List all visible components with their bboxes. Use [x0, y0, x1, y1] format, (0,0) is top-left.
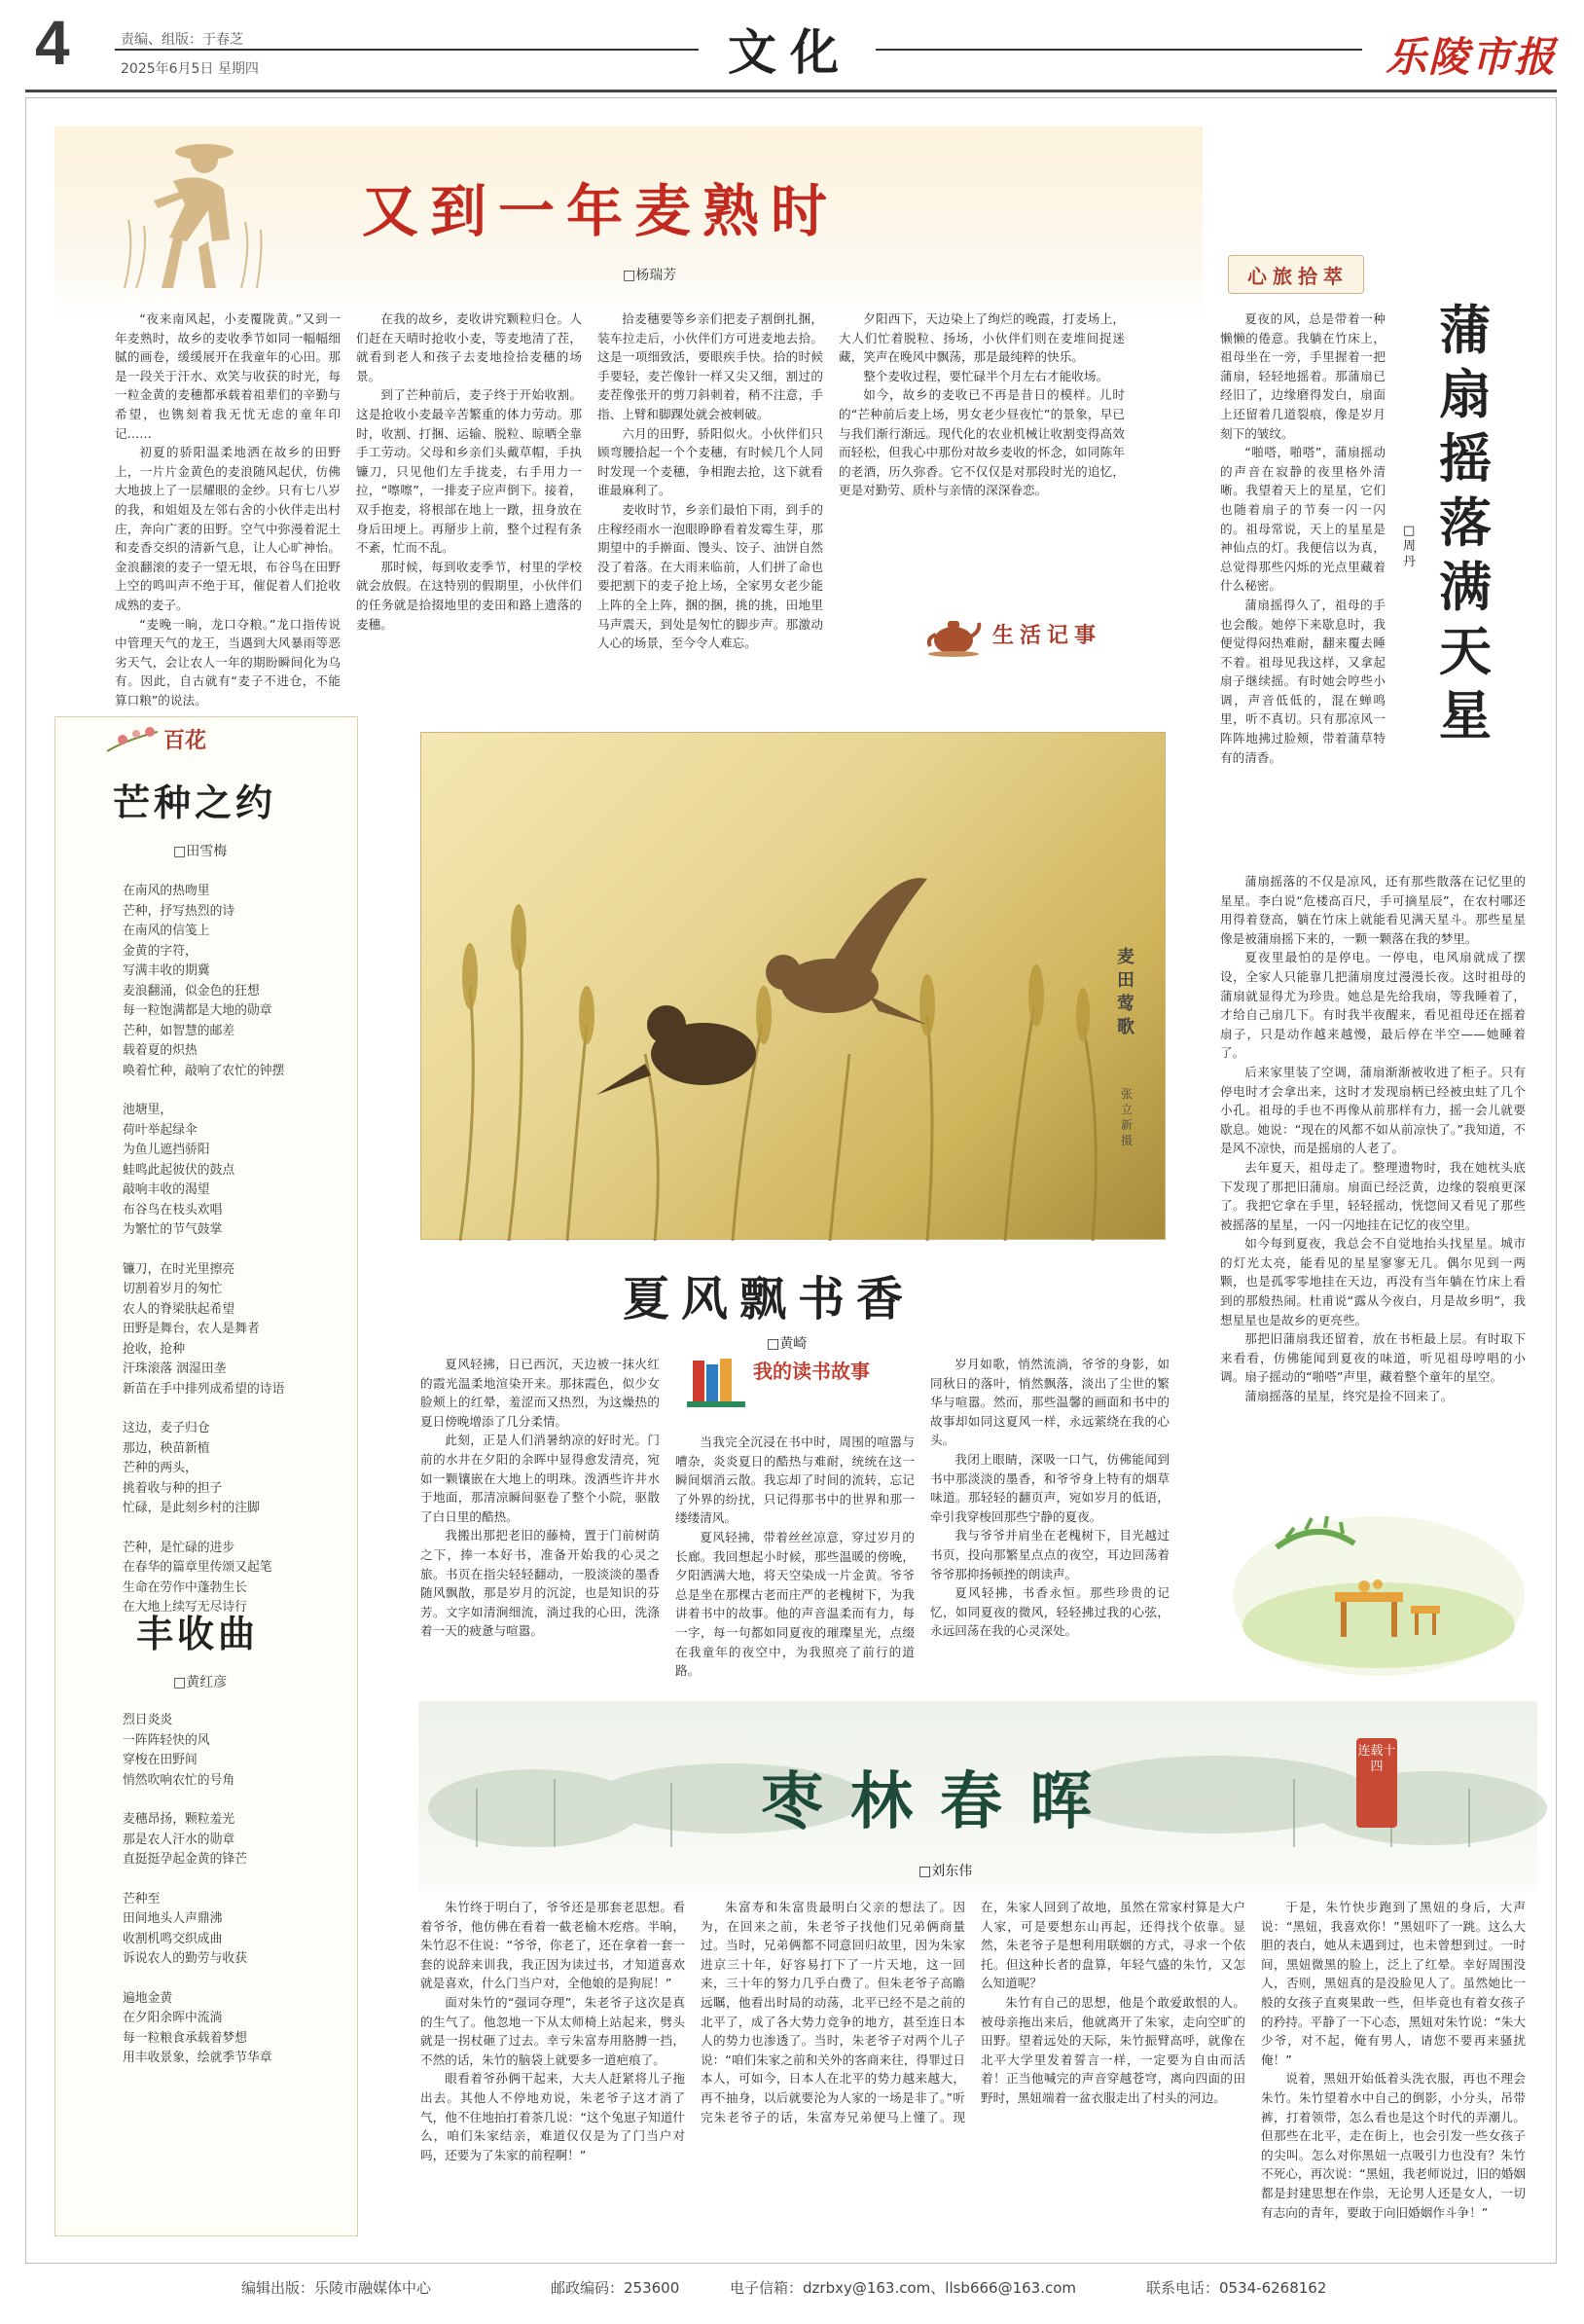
poem-line: 直挺挺孕起金黄的锋芒	[123, 1852, 247, 1867]
reading-column-label: 我的读书故事	[753, 1360, 870, 1383]
article4-column-narrow	[1220, 309, 1386, 868]
article1-author: □杨瑞芳	[623, 268, 677, 283]
article3-title: 夏风飘书香	[623, 1272, 916, 1326]
footer-phone: 联系电话：0534-6268162	[1146, 2279, 1327, 2297]
poem-line: 蛙鸣此起彼伏的鼓点	[123, 1162, 235, 1178]
poem-line: 新苗在手中排列成希望的诗语	[123, 1381, 285, 1397]
poem-line: 在南风的热吻里	[123, 884, 210, 898]
poem1-author: □田雪梅	[173, 844, 228, 859]
poem-line: 敲响丰收的渴望	[123, 1182, 210, 1197]
poem-line: 在春华的篇章里传颂又起笔	[123, 1560, 272, 1575]
article1-paragraph: 如今，故乡的麦收已不再是昔日的模样。儿时的“芒种前后麦上场，男女老少昼夜忙”的景象，早已与我们渐行渐远。现代化的农业机械让收割变得高效而轻松，但我心中那份对故乡麦收的怀念，如同陈年的老酒，历久弥香。它不仅仅是对那段时光的追忆，更是对勤劳、质朴与亲情的深深眷恋。	[839, 387, 1125, 498]
section-title: 文化	[728, 23, 852, 81]
books-icon	[687, 1355, 745, 1407]
issue-date: 2025年6月5日 星期四	[121, 61, 259, 77]
poem-stanza	[123, 1101, 346, 1241]
article1-column-1	[115, 309, 341, 708]
poem-stanza	[123, 1419, 346, 1519]
article5-paragraph: 说着，黑妞开始低着头洗衣服，再也不理会朱竹。朱竹望着水中自己的倒影，小分头，吊带裤，打着领带，怎么看也是这个时代的弄潮儿。但那些在北平，走在街上，也会引发一些女孩子的尖叫。怎么对你黑妞一点吸引力也没有？朱竹不死心，再次说：“黑妞，我老师说过，旧的婚姻都是封建思想在作祟，无论男人还是女人，一切有志向的青年，要敢于向旧婚姻作斗争！”	[1261, 2071, 1526, 2220]
article4-paragraph: 夏夜里最怕的是停电。一停电，电风扇就成了摆设，全家人只能靠几把蒲扇度过漫漫长夜。这时祖母的蒲扇就显得尤为珍贵。她总是先给我扇，等我睡着了，才给自己扇几下。有时我半夜醒来，看见祖母还在摇着扇子，只是动作越来越慢，最后停在半空——她睡着了。	[1220, 950, 1526, 1061]
poem-line: 穿梭在田野间	[123, 1753, 198, 1767]
page-number: 4	[35, 8, 70, 78]
article5-paragraph: 朱富寿和朱富贵最明白父亲的想法了。因为，在回来之前，朱老爷子找他们兄弟俩商量过。当时，兄弟俩都不同意回归故里，因为朱家进京三十年，好容易打下了一片天地，这一回来，三十年的努力几乎白费了。但朱老爷子高瞻远瞩，他看出时局的动荡，北平已经不是之前的北平了，成了各大势力竞争的地方，甚至连日本人的势力也渗透了。当时，朱老爷子对两个儿子说：“咱们朱家之前和关外的客商来往，得罪过日本人，可如今，日本人在北平的势力越来越大，再不抽身，以后就要沦为人家的一场是非了。”听完朱老爷子的话，朱富寿兄弟便马上懂了。现在，朱家人回到了故地，虽然在常家村算是大户人家，可是要想东山再起，还得找个依靠。显然，朱老爷子是想利用联姻的方式，寻求一个依托。但这种长者的盘算，年轻气盛的朱竹，又怎么知道呢？	[701, 1900, 1245, 2124]
poem-stanza	[123, 882, 346, 1081]
poem-line: 载着夏的炽热	[123, 1043, 198, 1058]
poem-line: 写满丰收的期冀	[123, 963, 210, 978]
article1-paragraph: 拾麦穗要等乡亲们把麦子割倒扎捆，装车拉走后，小伙伴们方可进麦地去拾。这是一项细致活，要眼疾手快。拾的时候手要轻，麦芒像针一样又尖又细，割过的麦茬像张开的剪刀斜刺着，稍不注意，手指、上臂和脚踝处就会被刺破。	[597, 311, 823, 421]
article3-paragraph: 夏风轻拂，日已西沉，天边被一抹火红的霞光温柔地渲染开来。那抹霞色，似少女脸颊上的红晕，羞涩而又热烈，为这燥热的夏日傍晚增添了几分柔情。	[420, 1357, 660, 1429]
poem-line: 抢收，抢种	[123, 1341, 185, 1357]
wheat-field-photo	[420, 732, 1166, 1240]
article3-paragraph: 当我完全沉浸在书中时，周围的喧嚣与嘈杂，炎炎夏日的酷热与难耐，统统在这一瞬间烟消云散。我忘却了时间的流转，忘记了外界的纷扰，只记得那书中的世界和那一缕缕清风。	[675, 1434, 915, 1526]
article5-title: 枣林春晖	[761, 1765, 1119, 1838]
poem-line: 芒种，是忙碌的进步	[123, 1540, 235, 1555]
poem-line: 为鱼儿遮挡骄阳	[123, 1143, 210, 1157]
poem-line: 诉说农人的勤劳与收获	[123, 1951, 247, 1966]
header-rule-bottom	[25, 90, 1557, 92]
article3-paragraph: 我闭上眼睛，深吸一口气，仿佛能闻到书中那淡淡的墨香，和爷爷身上特有的烟草味道。那轻轻的翻页声，宛如岁月的低语，牵引我穿梭回那些宁静的夏夜。	[930, 1451, 1170, 1524]
poem-stanza	[123, 1260, 346, 1400]
poem-line: 田野是舞台，农人是舞者	[123, 1322, 260, 1336]
article1-paragraph: “麦晚一晌，龙口夺粮。”龙口指传说中管理天气的龙王，当遇到大风暴雨等恶劣天气，会让农人一年的期盼瞬间化为乌有。因此，自古就有“麦子不进仓，不能算口粮”的说法。	[115, 616, 341, 708]
article5-paragraph: 朱竹有自己的思想，他是个敢爱敢恨的人。被母亲拖出来后，他就离开了朱家，走向空旷的田野。望着远处的天际，朱竹振臂高呼，就像在北平大学里发着誓言一样，一定要为自由而活着！正当他喊完的声音穿越苍穹，离向四面的田野时，黑妞端着一盆衣服走出了村头的河边。	[981, 1994, 1245, 2105]
poem-line: 在夕阳余晖中流淌	[123, 2011, 223, 2025]
poem-line: 每一粒饱满都是大地的勋章	[123, 1003, 272, 1018]
poem-line: 芒种至	[123, 1891, 161, 1906]
article4-paragraph: 后来家里装了空调，蒲扇渐渐被收进了柜子。只有停电时才会拿出来，这时才发现扇柄已经被虫蛀了几个小孔。祖母的手也不再像从前那样有力，摇一会儿就要歇息。她说：“现在的风都不如从前凉快了。”我知道，不是风不凉快，而是摇扇的人老了。	[1220, 1064, 1526, 1156]
poem-line: 忙碌，是此刻乡村的注脚	[123, 1501, 260, 1515]
poem-line: 麦穗昂扬，颗粒羞光	[123, 1812, 235, 1827]
poem-line: 为繁忙的节气鼓掌	[123, 1222, 223, 1237]
article1-paragraph: 那时候，每到收麦季节，村里的学校就会放假。在这特别的假期里，小伙伴们的任务就是拾掇地里的麦田和路上遗落的麦穗。	[356, 559, 582, 632]
article4-paragraph: “啪嗒，啪嗒”，蒲扇摇动的声音在寂静的夜里格外清晰。我望着天上的星星，它们也随着扇子的节奏一闪一闪的。祖母常说，天上的星星是神仙点的灯。我便信以为真，总觉得那些闪烁的光点里藏着什么秘密。	[1220, 445, 1386, 594]
footer-postcode: 邮政编码：253600	[551, 2279, 680, 2297]
article4-title: 蒲扇摇落满天星	[1439, 299, 1492, 746]
photo-credit: 张立新 摄	[1121, 1087, 1134, 1147]
page-footer	[25, 2266, 1557, 2314]
poem-line: 麦浪翻涌，似金色的狂想	[123, 983, 260, 999]
poem-line: 荷叶举起绿伞	[123, 1122, 198, 1138]
life-column-label: 生活记事	[992, 623, 1102, 648]
poem-line: 遍地金黄	[123, 1990, 173, 2006]
poem-line: 在大地上续写无尽诗行	[123, 1600, 247, 1615]
header-rule-right	[876, 49, 1362, 51]
summer-courtyard-illustration	[1228, 1508, 1530, 1684]
poem-stanza	[123, 1711, 346, 1791]
poem-line: 切割着岁月的匆忙	[123, 1282, 223, 1296]
article1-paragraph: 夕阳西下，天边染上了绚烂的晚霞，打麦场上，大人们忙着脱粒、扬场，小伙伴们则在麦堆间捉迷藏，笑声在晚风中飘荡，那是最纯粹的快乐。	[839, 311, 1125, 365]
poem2-author: □黄红彦	[173, 1675, 228, 1690]
article4-paragraph: 蒲扇摇落的不仅是凉风，还有那些散落在记忆里的星星。李白说“危楼高百尺，手可摘星辰”，在农村哪还用得着登高，躺在竹床上就能看见满天星斗。那些星星像是被蒲扇摇下来的，一颗一颗落在我的梦里。	[1220, 874, 1526, 946]
poem1-title: 芒种之约	[113, 781, 277, 824]
poem-line: 烈日炎炎	[123, 1713, 173, 1727]
poem-line: 悄然吹响农忙的号角	[123, 1772, 235, 1788]
article3-paragraph: 岁月如歌，悄然流淌，爷爷的身影，如同秋日的落叶，悄然飘落，淡出了尘世的繁华与喧嚣。然而，那些温馨的画面和书中的故事却如同这夏风一样，永远萦绕在我的心头。	[930, 1357, 1170, 1448]
article1-paragraph: 到了芒种前后，麦子终于开始收割。这是抢收小麦最辛苦繁重的体力劳动。那时，收割、打捆、运输、脱粒、晾晒全靠手工劳动。父母和乡亲们头戴草帽，手执镰刀，只见他们左手拢麦，右手用力一拉，“嚓嚓”，一排麦子应声倒下。接着，双手抱麦，将根部在地上一蹾，扭身放在身后田埂上。再掰步上前，整个过程有条不紊，忙而不乱。	[356, 387, 582, 556]
poem-line: 生命在劳作中蓬勃生长	[123, 1580, 247, 1595]
footer-publisher: 编辑出版：乐陵市融媒体中心	[241, 2279, 432, 2297]
poem-stanza	[123, 1989, 346, 2069]
article3-paragraph: 此刻，正是人们消暑纳凉的好时光。门前的水井在夕阳的余晖中显得愈发清亮，宛如一颗镶嵌在大地上的明珠。泼洒些许井水于地面，那清凉瞬间驱卷了整个小院，驱散了白日里的酷热。	[420, 1433, 660, 1524]
poem-line: 芒种的两头，	[123, 1461, 198, 1475]
poem-line: 金黄的字符，	[123, 943, 198, 959]
article4-column-wide	[1220, 872, 1526, 1487]
article1-paragraph: 六月的田野，骄阳似火。小伙伴们只顾弯腰拾起一个个麦穗，有时候几个人同时发现一个麦穗，争相跑去抢，这下就看谁最麻利了。	[597, 425, 823, 498]
article3-column-1	[420, 1355, 660, 1689]
birds-in-wheat-image	[421, 733, 1167, 1241]
article1-column-3	[597, 309, 823, 685]
article5-author: □刘东伟	[918, 1864, 973, 1879]
poem1-body	[123, 882, 346, 1651]
article3-author: □黄崎	[767, 1336, 808, 1352]
flower-branch-icon	[103, 722, 162, 755]
article3-paragraph: 夏风轻拂，书香永恒。那些珍贵的记忆，如同夏夜的微风，轻轻拂过我的心弦，永远回荡在我的心灵深处。	[930, 1585, 1170, 1639]
article1-column-2	[356, 309, 582, 685]
poem-line: 这边，麦子归仓	[123, 1421, 210, 1435]
article4-paragraph: 蒲扇摇得久了，祖母的手也会酸。她停下来歇息时，我便觉得闷热难耐，翻来覆去睡不着。祖母见我这样，又拿起扇子继续摇。有时她会哼些小调，声音低低的，混在蝉鸣里，听不真切。只有那凉风一阵阵地拂过脸颊，带着蒲草特有的清香。	[1220, 597, 1386, 765]
article4-author: □周丹	[1403, 524, 1417, 569]
newspaper-logo: 乐陵市报	[1386, 33, 1558, 81]
article3-paragraph: 我与爷爷并肩坐在老槐树下，目光越过书页，投向那繁星点点的夜空，耳边回荡着爷爷那抑扬顿挫的朗读声。	[930, 1528, 1170, 1581]
poem-stanza	[123, 1810, 346, 1870]
article4-paragraph: 那把旧蒲扇我还留着，放在书柜最上层。有时取下来看看，仿佛能闻到夏夜的味道，听见祖母哼唱的小调。扇子摇动的“啪嗒”声里，藏着整个童年的星空。	[1220, 1331, 1526, 1385]
poem-line: 在南风的信笺上	[123, 924, 210, 938]
poem-line: 汗珠滚落 洇湿田垄	[123, 1362, 227, 1376]
teapot-icon	[924, 613, 983, 658]
article5-column-4	[1261, 1898, 1526, 2233]
poem-line: 用丰收景象，绘就季节华章	[123, 2051, 272, 2065]
article5-column-1	[420, 1898, 685, 2233]
poem-line: 唤着忙种，敲响了农忙的钟摆	[123, 1063, 285, 1078]
article4-paragraph: 夏夜的风，总是带着一种懒懒的倦意。我躺在竹床上，祖母坐在一旁，手里握着一把蒲扇，轻轻地摇着。那蒲扇已经旧了，边缘磨得发白，扇面上还留着几道裂痕，像是岁月刻下的皱纹。	[1220, 311, 1386, 441]
article5-columns-2-3	[701, 1898, 1245, 2233]
article3-paragraph: 夏风轻拂，带着丝丝凉意，穿过岁月的长廊。我回想起小时候，那些温暖的傍晚，夕阳洒满大地，将天空染成一片金黄。爷爷总是坐在那棵古老而庄严的老槐树下，为我讲着书中的故事。他的声音温柔而有力，每一字，每一句都如同夏夜的璀璨星光，点缀在我童年的夜空中，为我照亮了前行的道路。	[675, 1529, 915, 1679]
poem-line: 每一粒粮食承载着梦想	[123, 2030, 247, 2046]
header-rule-top	[115, 49, 699, 51]
photo-caption: 麦田莺歌	[1117, 947, 1134, 1037]
serial-badge: 连载十四	[1356, 1738, 1397, 1828]
poem-line: 芒种，抒写热烈的诗	[123, 903, 235, 919]
poetry-column-label: 百花	[163, 728, 207, 753]
article5-paragraph: 眼看着爷孙俩干起来，大夫人赶紧将儿子拖出去。其他人不停地劝说，朱老爷子这才消了气，他不住地拍打着茶几说：“这个兔崽子知道什么，咱们朱家结亲，难道仅仅是为了门当户对吗，还要为了朱家的前程啊！”	[420, 2071, 685, 2162]
article1-paragraph: “夜来南风起，小麦覆陇黄。”又到一年麦熟时，故乡的麦收季节如同一幅幅细腻的画卷，缓缓展开在我童年的心田。那是一段关于汗水、欢笑与收获的时光，每一粒金黄的麦穗都承载着祖辈们的辛勤与希望，也镌刻着我无忧无虑的童年印记……	[115, 311, 341, 441]
poem-line: 布谷鸟在枝头欢唱	[123, 1202, 223, 1217]
poem-line: 芒种，如智慧的邮差	[123, 1023, 235, 1038]
poem-stanza	[123, 1890, 346, 1970]
article4-paragraph: 蒲扇摇落的星星，终究是捡不回来了。	[1244, 1389, 1454, 1404]
poem-line: 一阵阵轻快的风	[123, 1732, 210, 1748]
poem-line: 那边，秧苗新植	[123, 1440, 210, 1456]
article3-column-2	[675, 1433, 915, 1689]
article5-paragraph: 于是，朱竹快步跑到了黑妞的身后，大声说：“黑妞，我喜欢你！”黑妞吓了一跳。这么大胆的表白，她从未遇到过，也未曾想到过。一时间，黑妞微黑的脸上，泛上了红晕。幸好周围没人，否则，黑妞真的是没脸见人了。虽然她比一般的女孩子直爽果敢一些，但毕竟也有着女孩子的矜持。平静了一下心态，黑妞对朱竹说：“朱大少爷，对不起，俺有男人，请您不要再来骚扰俺！”	[1261, 1900, 1526, 2067]
poem2-title: 丰收曲	[136, 1612, 260, 1655]
poem-line: 农人的脊梁肤起希望	[123, 1301, 235, 1317]
article3-column-3	[930, 1355, 1170, 1689]
article3-paragraph: 我搬出那把老旧的藤椅，置于门前树荫之下，捧一本好书，准备开始我的心灵之旅。书页在指尖轻轻翻动，一股淡淡的墨香随风飘散，那是岁月的沉淀，也是知识的芬芳。文字如清涧细流，淌过我的心田，洗涤着一天的疲惫与喧嚣。	[420, 1528, 660, 1639]
article5-paragraph: 朱竹终于明白了，爷爷还是那套老思想。看着爷爷，他仿佛在看着一截老榆木疙瘩。半晌，朱竹忍不住说：“爷爷，你老了，还在拿着一套一套的说辞来训我，我正因为读过书，才知道喜欢就是喜欢，什么门当户对，全他娘的是狗屁！”	[420, 1900, 685, 1991]
article4-paragraph: 如今每到夏夜，我总会不自觉地抬头找星星。城市的灯光太亮，能看见的星星寥寥无几。偶尔见到一两颗，也是孤零零地挂在天边，再没有当年躺在竹床上看到的那般热闹。杜甫说“露从今夜白，月是故乡明”，我想星星也是故乡的更亮些。	[1220, 1236, 1526, 1327]
poem-line: 田间地头人声鼎沸	[123, 1911, 223, 1926]
poem-line: 镰刀，在时光里擦亮	[123, 1261, 235, 1277]
poem2-body	[123, 1711, 346, 2217]
poem-line: 池塘里，	[123, 1103, 173, 1117]
article5-paragraph: 面对朱竹的“强词夺理”，朱老爷子这次是真的生气了。他忽地一下从太师椅上站起来，劈头就是一拐杖砸了过去。幸亏朱富寿用胳膊一挡，不然的话，朱竹的脑袋上就要多一道疤痕了。	[420, 1994, 685, 2067]
heart-column-label: 心旅拾萃	[1247, 265, 1349, 288]
footer-email: 电子信箱：dzrbxy@163.com、llsb666@163.com	[730, 2279, 1077, 2297]
editor-credit: 责编、组版：于春芝	[121, 32, 243, 48]
article1-paragraph: 初夏的骄阳温柔地洒在故乡的田野上，一片片金黄色的麦浪随风起伏，仿佛大地披上了一层耀眼的金纱。只有七八岁的我，和姐姐及左邻右舍的小伙伴走出村庄，奔向广袤的田野。空气中弥漫着泥土和麦香交织的清新气息，让人心旷神怡。金浪翻滚的麦子一望无垠，布谷鸟在田野上空的鸣叫声不绝于耳，催促着人们抢收成熟的麦子。	[115, 445, 341, 612]
poem-line: 挑着收与种的担子	[123, 1480, 223, 1496]
article1-paragraph: 整个麦收过程，要忙碌半个月左右才能收场。	[863, 368, 1109, 383]
poem-line: 那是农人汗水的勋章	[123, 1832, 235, 1847]
poem-line: 收割机鸣交织成曲	[123, 1931, 223, 1946]
article1-paragraph: 在我的故乡，麦收讲究颗粒归仓。人们赶在天晴时抢收小麦，等麦地清了茬，就看到老人和孩子去麦地捡拾麦穗的场景。	[356, 311, 582, 383]
article1-column-4	[839, 309, 1125, 601]
article4-paragraph: 去年夏天，祖母走了。整理遗物时，我在她枕头底下发现了那把旧蒲扇。扇面已经泛黄，边缘的裂痕更深了。我把它拿在手里，轻轻摇动，恍惚间又看见了那些被摇落的星星，一闪一闪地挂在记忆的夜空里。	[1220, 1159, 1526, 1232]
farmer-silhouette-icon	[115, 132, 270, 298]
article1-paragraph: 麦收时节，乡亲们最怕下雨，到手的庄稼经雨水一泡眼睁睁看着发霉生芽，那期望中的手擀面、馒头、饺子、油饼自然没了着落。在大雨来临前，人们拼了命也要把割下的麦子抢上场，全家男女老少能上阵的全上阵，捆的捆，挑的挑，田地里马声震天，到处是匆忙的脚步声。那激动人心的场景，至今令人难忘。	[597, 501, 823, 651]
article1-title: 又到一年麦熟时	[362, 178, 840, 244]
